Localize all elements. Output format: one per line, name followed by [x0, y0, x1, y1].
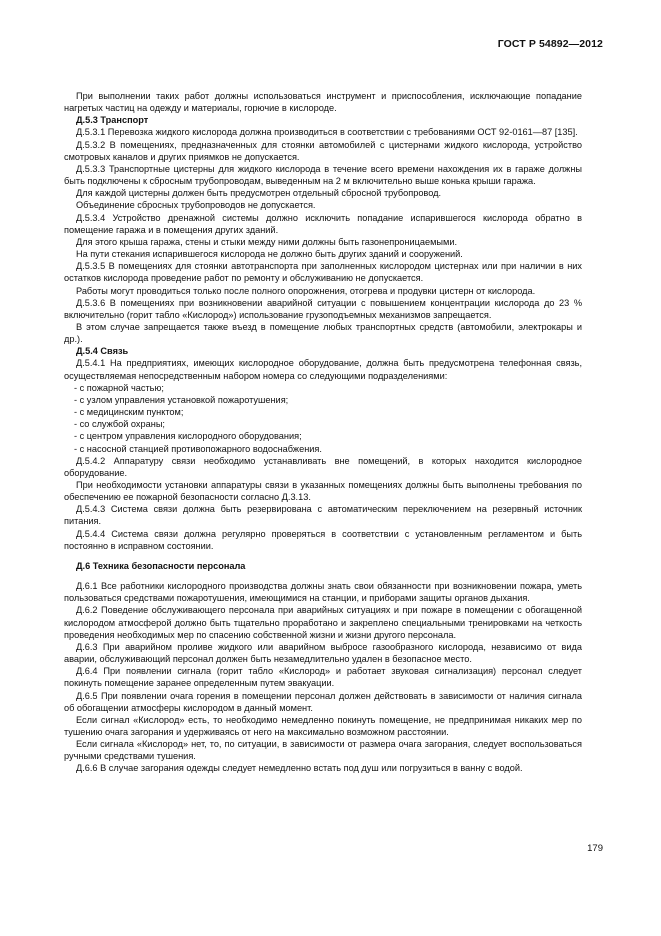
- paragraph: Д.5.3.5 В помещениях для стоянки автотранспорта при заполненных кислородом цистернах или при наличии в них остатков кислорода проведение работ по ремонту и обслуживанию не допускается.: [64, 261, 582, 284]
- paragraph: Д.5.3.2 В помещениях, предназначенных для стоянки автомобилей с цистернами жидкого кислорода, устройство смотровых каналов и других приямков не допускается.: [64, 139, 582, 162]
- paragraph: В этом случае запрещается также въезд в помещение любых транспортных средств (автомобили, электрокары и др.).: [64, 321, 582, 345]
- paragraph: Если сигнал «Кислород» есть, то необходимо немедленно покинуть помещение, не предпринимая никаких мер по тушению очага загорания и удерживаясь от него на максимально возможном расстоянии.: [64, 714, 582, 737]
- paragraph: Для этого крыша гаража, стены и стыки между ними должны быть газонепроницаемыми.: [76, 236, 458, 247]
- paragraph: Д.6.2 Поведение обслуживающего персонала при аварийных ситуациях и при пожаре в помещении с обогащенной кислородом атмосферой должно быть тщательно проработано и закреплено специальными тренировками на четкость проведения необходимых мер по спасению собственной жизни и жизни другого персонала.: [64, 605, 582, 640]
- paragraph: Д.6.1 Все работники кислородного производства должны знать свои обязанности при возникновении пожара, уметь пользоваться средствами пожаротушения, имеющимися на станции, и приборами защиты органов дыхания.: [64, 581, 582, 604]
- list-item: - с узлом управления установкой пожаротушения;: [74, 394, 289, 405]
- paragraph: Д.5.3.3 Транспортные цистерны для жидкого кислорода в течение всего времени нахождения их в гараже должны быть подключены к сбросным трубопроводам, выведенным на 2 м включительно выше конька крыши гаража.: [64, 163, 582, 187]
- paragraph: Д.6.5 При появлении очага горения в помещении персонал должен действовать в зависимости от наличия сигнала об обогащении атмосферы кислородом в данный момент.: [64, 690, 582, 713]
- paragraph: Объединение сбросных трубопроводов не допускается.: [76, 200, 316, 211]
- list-item: - с центром управления кислородного оборудования;: [74, 431, 302, 442]
- paragraph: На пути стекания испарившегося кислорода не должно быть других зданий и сооружений.: [76, 249, 463, 260]
- paragraph: Д.6.3 При аварийном проливе жидкого или аварийном выбросе газообразного кислорода, независимо от вида аварии, обслуживающий персонал должен быть незамедлительно удален в безопасное место.: [64, 641, 582, 665]
- paragraph: Д.5.4.4 Система связи должна регулярно проверяться в соответствии с установленным регламентом и быть постоянно в исправном состоянии.: [64, 528, 582, 551]
- paragraph: Д.5.4.3 Система связи должна быть резервирована с автоматическим переключением на резервный источник питания.: [64, 504, 582, 527]
- paragraph: Работы могут проводиться только после полного опорожнения, отогрева и продувки цистерн от кислорода.: [76, 285, 536, 296]
- paragraph: Для каждой цистерны должен быть предусмотрен отдельный сбросной трубопровод.: [76, 188, 442, 199]
- paragraph: Д.6.4 При появлении сигнала (горит табло «Кислород» и работает звуковая сигнализация) персонал следует покинуть помещение заранее определенным путем эвакуации.: [64, 666, 582, 689]
- list-item: - со службой охраны;: [74, 419, 165, 430]
- list-item: - с насосной станцией противопожарного водоснабжения.: [74, 443, 322, 454]
- section-heading: Д.5.3 Транспорт: [76, 115, 149, 126]
- paragraph: Д.5.3.6 В помещениях при возникновении аварийной ситуации с повышением концентрации кислорода до 23 % включительно (горит табло «Кислород») использование грузоподъемных механизмов запрещается.: [64, 297, 582, 320]
- paragraph: При выполнении таких работ должны использоваться инструмент и приспособления, исключающие попадание нагретых частиц на одежду и материалы, горючие в кислороде.: [64, 91, 582, 114]
- section-heading: Д.6 Техника безопасности персонала: [76, 560, 246, 571]
- standard-code-header: ГОСТ Р 54892—2012: [497, 38, 603, 50]
- list-item: - с пожарной частью;: [74, 382, 164, 393]
- paragraph: Д.5.4.2 Аппаратуру связи необходимо устанавливать вне помещений, в которых находится кислородное оборудование.: [64, 455, 582, 478]
- section-heading: Д.5.4 Связь: [76, 346, 129, 357]
- list-item: - с медицинским пунктом;: [74, 407, 184, 418]
- paragraph: При необходимости установки аппаратуры связи в указанных помещениях должны быть выполнены требования по обеспечению ее пожарной безопасности согласно Д.3.13.: [64, 480, 582, 503]
- paragraph: Д.5.3.4 Устройство дренажной системы должно исключить попадание испарившегося кислорода обратно в помещение гаража и в помещения других зданий.: [64, 212, 582, 235]
- paragraph: Д.5.3.1 Перевозка жидкого кислорода должна производиться в соответствии с требованиями ОСТ 92-0161—87 [135].: [76, 127, 578, 138]
- paragraph: Если сигнала «Кислород» нет, то, по ситуации, в зависимости от размера очага загорания, следует воспользоваться ручными средствами тушения.: [64, 739, 582, 762]
- page-number: 179: [587, 843, 603, 854]
- paragraph: Д.6.6 В случае загорания одежды следует немедленно встать под душ или погрузиться в ванну с водой.: [76, 763, 523, 774]
- document-body: [64, 90, 582, 775]
- paragraph: Д.5.4.1 На предприятиях, имеющих кислородное оборудование, должна быть предусмотрена телефонная связь, осуществляемая непосредственным набором номера со следующими подразделениями:: [64, 358, 582, 381]
